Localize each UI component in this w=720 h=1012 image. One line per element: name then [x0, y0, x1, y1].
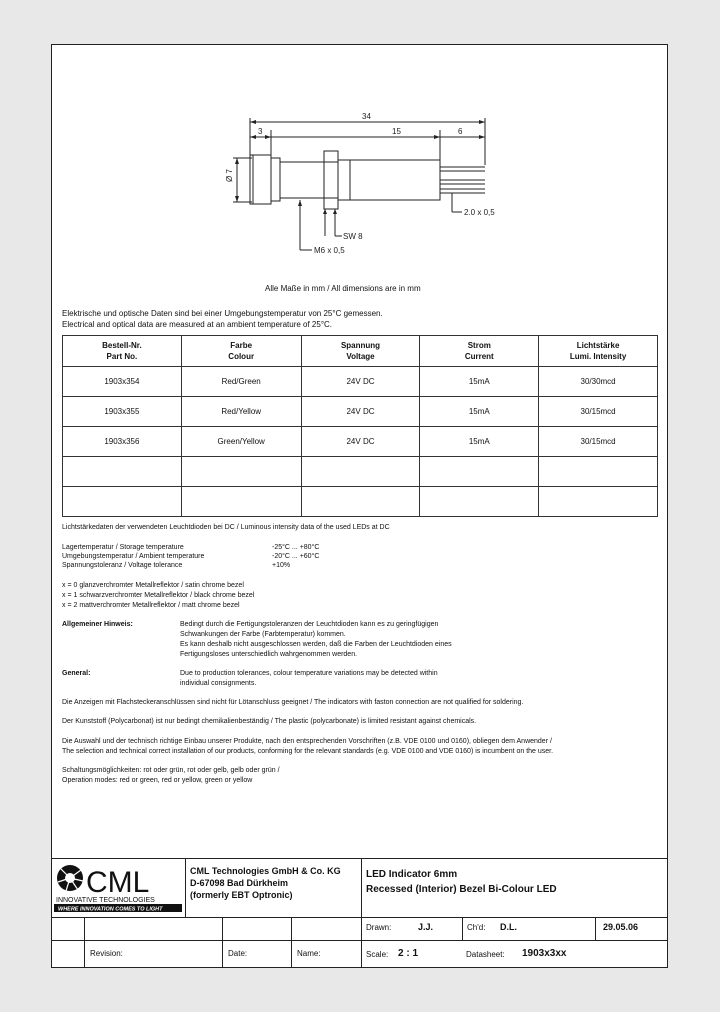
product-title: LED Indicator 6mm: [366, 869, 458, 880]
drawn-value: J.J.: [418, 922, 434, 932]
technical-drawing: [0, 0, 720, 300]
spec-table: [62, 335, 658, 517]
cell-current: 15mA: [420, 367, 539, 397]
cell-part-no: [63, 457, 182, 487]
bezel-option: x = 2 mattverchromter Metallreflektor / matt chrome bezel: [62, 602, 240, 609]
cell-voltage: [301, 457, 420, 487]
general-note-en-line: Due to production tolerances, colour temperature variations may be detected within: [180, 670, 438, 677]
dim-diameter-label: Ø 7: [225, 169, 234, 182]
cell-part-no: 1903x354: [63, 367, 182, 397]
selection-note: Die Auswahl und der technisch richtige Einbau unserer Produkte, nach den entsprechenden Vorschriften (z.B. VDE 0100 und 0160), obliegen dem Anwender /: [62, 738, 552, 745]
plastic-note: Der Kunststoff (Polycarbonat) ist nur bedingt chemikalienbeständig / The plastic (polycarbonate) is limited resistant against chemicals.: [62, 718, 477, 725]
selection-note: The selection and technical correct installation of our products, conforming for the relevant standards (e.g. VDE 0100 and VDE 0160) is incumbent on the user.: [62, 748, 554, 755]
cell-voltage: 24V DC: [301, 397, 420, 427]
table-row: [63, 367, 658, 397]
cell-colour: [181, 457, 301, 487]
rating-label: Umgebungstemperatur / Ambient temperature: [62, 553, 205, 560]
logo-text: CML: [86, 866, 150, 899]
cell-voltage: [301, 487, 420, 517]
general-note-de-line: Fertigungsloses unterschiedlich wahrgenommen werden.: [180, 651, 358, 658]
company-former: (formerly EBT Optronic): [190, 890, 293, 900]
cell-colour: Green/Yellow: [181, 427, 301, 457]
header-colour: Farbe Colour: [181, 336, 301, 367]
cml-logo: [54, 860, 182, 912]
temperature-note-en: Electrical and optical data are measured at an ambient temperature of 25°C.: [62, 320, 333, 329]
dim-pins-label: 6: [458, 127, 463, 136]
dim-total-label: 34: [362, 112, 371, 121]
dimensions-note: Alle Maße in mm / All dimensions are in mm: [265, 284, 421, 293]
temperature-note-de: Elektrische und optische Daten sind bei einer Umgebungstemperatur von 25°C gemessen.: [62, 309, 383, 318]
table-header-row: [63, 336, 658, 367]
cell-intensity: 30/30mcd: [539, 367, 658, 397]
rating-value: -20°C ... +60°C: [272, 553, 320, 560]
header-current: Strom Current: [420, 336, 539, 367]
drawn-label: Drawn:: [366, 923, 392, 932]
rating-label: Lagertemperatur / Storage temperature: [62, 544, 184, 551]
cell-current: 15mA: [420, 397, 539, 427]
table-row: [63, 487, 658, 517]
cell-current: [420, 487, 539, 517]
datasheet-label: Datasheet:: [466, 950, 505, 959]
header-voltage: Spannung Voltage: [301, 336, 420, 367]
cell-current: [420, 457, 539, 487]
cell-part-no: 1903x355: [63, 397, 182, 427]
header-intensity: Lichtstärke Lumi. Intensity: [539, 336, 658, 367]
date-value: 29.05.06: [603, 922, 639, 932]
general-note-de-line: Bedingt durch die Fertigungstoleranzen der Leuchtdioden kann es zu geringfügigen: [180, 621, 439, 628]
table-row: [63, 457, 658, 487]
cell-part-no: [63, 487, 182, 517]
general-note-en-line: individual consignments.: [180, 680, 257, 687]
product-subtitle: Recessed (Interior) Bezel Bi-Colour LED: [366, 884, 557, 895]
operation-modes-note: Operation modes: red or green, red or yellow, green or yellow: [62, 777, 253, 784]
checked-label: Ch'd:: [467, 923, 486, 932]
dim-body-label: 15: [392, 127, 401, 136]
lumi-note: Lichtstärkedaten der verwendeten Leuchtdioden bei DC / Luminous intensity data of the used LEDs at DC: [62, 524, 390, 531]
general-note-en-label: General:: [62, 670, 91, 677]
dim-front-label: 3: [258, 127, 263, 136]
revision-label: Revision:: [90, 949, 123, 958]
cell-colour: [181, 487, 301, 517]
logo-subtitle: INNOVATIVE TECHNOLOGIES: [56, 897, 155, 904]
general-note-de-line: Es kann deshalb nicht ausgeschlossen werden, daß die Farben der Leuchtdioden eines: [180, 641, 452, 648]
scale-label: Scale:: [366, 950, 389, 959]
rating-label: Spannungstoleranz / Voltage tolerance: [62, 562, 183, 569]
solder-note: Die Anzeigen mit Flachsteckeranschlüssen sind nicht für Lötanschluss geeignet / The indicators with faston connection are not qualified for soldering.: [62, 699, 524, 706]
date-label: Date:: [228, 949, 248, 958]
cell-part-no: 1903x356: [63, 427, 182, 457]
cell-current: 15mA: [420, 427, 539, 457]
dim-thread-label: M6 x 0,5: [314, 246, 345, 255]
datasheet-value: 1903x3xx: [522, 948, 567, 959]
table-row: [63, 397, 658, 427]
cell-intensity: 30/15mcd: [539, 427, 658, 457]
rating-value: +10%: [272, 562, 291, 569]
cell-intensity: [539, 457, 658, 487]
logo-tagline: WHERE INNOVATION COMES TO LIGHT: [58, 906, 163, 912]
general-note-de-label: Allgemeiner Hinweis:: [62, 621, 133, 628]
cell-colour: Red/Yellow: [181, 397, 301, 427]
general-note-de-line: Schwankungen der Farbe (Farbtemperatur) kommen.: [180, 631, 346, 638]
operation-modes-note: Schaltungsmöglichkeiten: rot oder grün, rot oder gelb, gelb oder grün /: [62, 767, 280, 774]
bezel-option: x = 1 schwarzverchromter Metallreflektor / black chrome bezel: [62, 592, 255, 599]
dim-wrench-label: SW 8: [343, 232, 363, 241]
table-row: [63, 427, 658, 457]
cell-voltage: 24V DC: [301, 367, 420, 397]
company-address: D-67098 Bad Dürkheim: [190, 878, 289, 888]
cell-voltage: 24V DC: [301, 427, 420, 457]
cell-colour: Red/Green: [181, 367, 301, 397]
header-part-no: Bestell-Nr. Part No.: [63, 336, 182, 367]
cell-intensity: 30/15mcd: [539, 397, 658, 427]
company-name: CML Technologies GmbH & Co. KG: [190, 866, 341, 876]
dim-pin-size-label: 2.0 x 0,5: [464, 208, 495, 217]
bezel-option: x = 0 glanzverchromter Metallreflektor / satin chrome bezel: [62, 582, 244, 589]
scale-value: 2 : 1: [398, 948, 419, 959]
checked-value: D.L.: [500, 922, 517, 932]
rating-value: -25°C ... +80°C: [272, 544, 320, 551]
name-label: Name:: [297, 949, 321, 958]
cell-intensity: [539, 487, 658, 517]
